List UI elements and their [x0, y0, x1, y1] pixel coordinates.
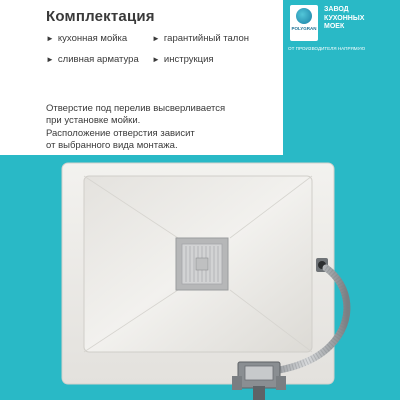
note-line: Расположение отверстия зависит [46, 128, 195, 139]
drain-icon [176, 238, 228, 290]
note-line: при установке мойки. [46, 115, 141, 126]
note-line: от выбранного вида монтажа. [46, 140, 178, 151]
siphon-icon [232, 362, 286, 400]
logo-brand: POLYGRAN [291, 26, 317, 31]
page-title: Комплектация [46, 8, 155, 25]
bullet-icon: ► [152, 55, 160, 64]
logo-line-1: ЗАВОД [324, 6, 349, 13]
feature-label: гарантийный талон [163, 33, 249, 44]
feature-label: кухонная мойка [57, 33, 128, 44]
logo-line-2: КУХОННЫХ [324, 14, 365, 22]
feature-label: сливная арматура [57, 54, 139, 65]
bullet-icon: ► [152, 34, 160, 43]
bullet-icon: ► [46, 55, 54, 64]
logo-line-3: МОЕК [324, 23, 345, 30]
note-line: Отверстие под перелив высверливается [46, 103, 226, 114]
bullet-icon: ► [46, 34, 54, 43]
logo-subtitle: ОТ ПРОИЗВОДИТЕЛЯ НАПРЯМУЮ [288, 46, 366, 51]
feature-label: инструкция [163, 54, 214, 65]
